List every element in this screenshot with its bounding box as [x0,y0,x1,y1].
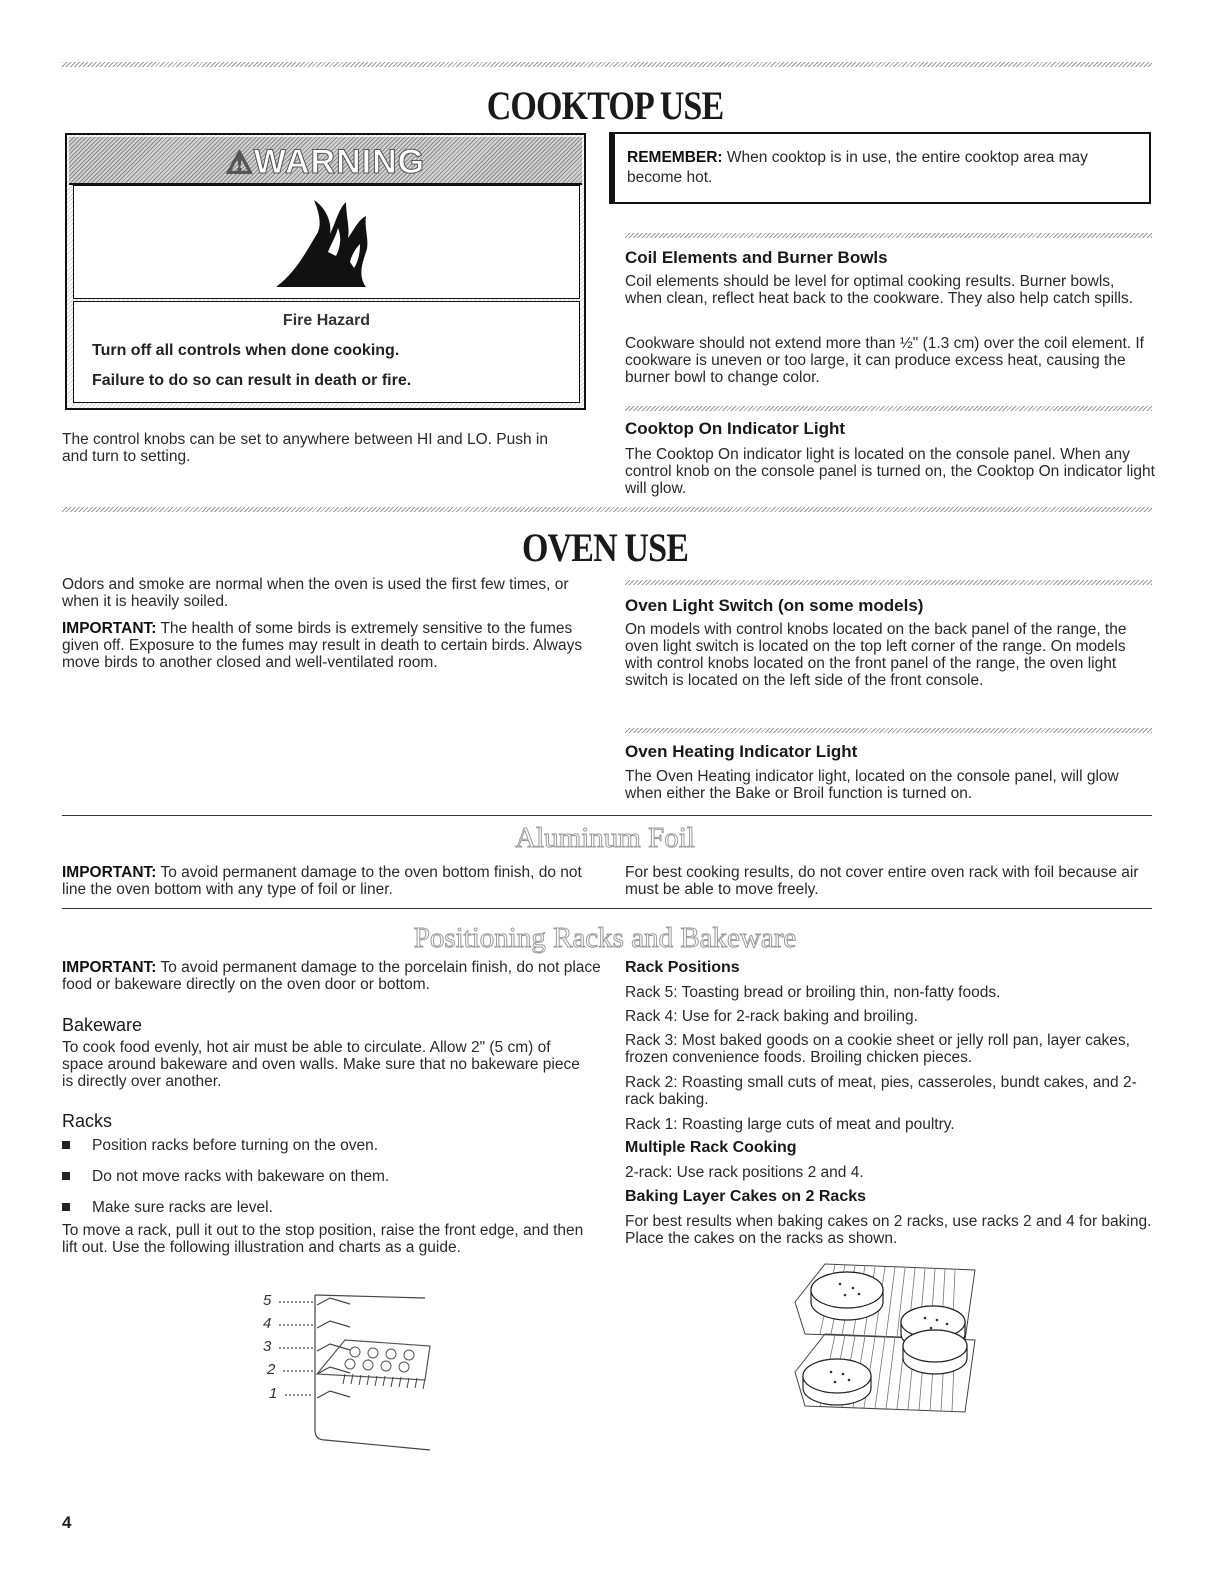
layer-cakes-heading: Baking Layer Cakes on 2 Racks [625,1188,867,1205]
layer-cakes-text: For best results when baking cakes on 2 racks, use racks 2 and 4 for baking. Place the cakes on the racks as shown. [625,1213,1152,1247]
warning-text-panel [73,301,580,403]
knobs-text: The control knobs can be set to anywhere between HI and LO. Push in and turn to setting. [62,431,548,465]
birds-important-label: IMPORTANT: [62,620,157,637]
rack-positions-heading: Rack Positions [625,959,740,976]
rack-label-2: 2 [267,1361,276,1378]
cooktop-title: COOKTOP USE [486,83,724,128]
rack-position-1: Rack 1: Roasting large cuts of meat and poultry. [625,1116,955,1133]
remember-text: When cooktop is in use, the entire cooktop area may become hot. [627,149,1088,186]
warning-box [65,133,586,410]
bullet-square-icon [62,1172,70,1180]
rack-position-5: Rack 5: Toasting bread or broiling thin, non-fatty foods. [625,984,1001,1001]
rack-position-3: Rack 3: Most baked goods on a cookie sheet or jelly roll pan, layer cakes, frozen convenience foods. Broiling chicken pieces. [625,1032,1130,1066]
fire-icon [266,192,386,292]
foil-right-text: For best cooking results, do not cover entire oven rack with foil because air must be able to move freely. [625,864,1139,898]
racks-important [62,959,602,993]
cakes-on-racks-illustration [785,1262,985,1422]
light-switch-text: On models with control knobs located on the back panel of the range, the oven light switch is located on the top left corner of the range. On models with control knobs located on the front panel of the range, the oven light switch is located on the left side of the front console. [625,621,1127,689]
racks-title: Positioning Racks and Bakeware [413,922,797,954]
cooktop-indicator-text: The Cooktop On indicator light is located on the console panel. When any control knob on the console panel is turned on, the Cooktop On indicator light will glow. [625,446,1155,497]
indicator-divider [625,406,1152,411]
light-switch-heading: Oven Light Switch (on some models) [625,596,924,615]
heating-heading: Oven Heating Indicator Light [625,742,858,761]
warning-label: WARNING [253,143,426,181]
multiple-rack-text: 2-rack: Use rack positions 2 and 4. [625,1164,864,1181]
racks-important-label: IMPORTANT: [62,959,157,976]
racks-heading: Racks [62,1111,113,1131]
oven-title: OVEN USE [521,525,689,570]
list-item: Make sure racks are level. [62,1199,592,1216]
coil-paragraph-2: Cookware should not extend more than ½" (1.3 cm) over the coil element. If cookware is uneven or too large, it can produce excess heat, causing the burner bowl to change color. [625,335,1144,386]
foil-title: Aluminum Foil [515,822,695,854]
warning-line-2: Failure to do so can result in death or fire. [92,372,412,389]
oven-divider [62,507,1152,512]
rack-illustration [255,1290,435,1455]
warning-line-1: Turn off all controls when done cooking. [92,342,400,359]
heating-divider [625,728,1152,733]
foil-important-text: To avoid permanent damage to the oven bottom finish, do not line the oven bottom with any type of foil or liner. [62,864,582,898]
rack-label-5: 5 [263,1292,272,1309]
birds-text [62,620,592,671]
light-switch-divider [625,580,1152,585]
coil-heading: Coil Elements and Burner Bowls [625,248,888,267]
remember-label: REMEMBER: [627,149,723,166]
bakeware-heading: Bakeware [62,1015,143,1035]
move-rack-text: To move a rack, pull it out to the stop position, raise the front edge, and then lift out. Use the following illustration and charts as a guide. [62,1222,584,1256]
remember-box [609,132,1151,204]
bakeware-text: To cook food evenly, hot air must be able to circulate. Allow 2" (5 cm) of space around bakeware and oven walls. Make sure that no bakeware piece is directly over another. [62,1039,580,1090]
birds-important-text: The health of some birds is extremely sensitive to the fumes given off. Exposure to the fumes may result in death to certain birds. Always move birds to another closed and well-ventilated room. [62,620,583,671]
foil-important-label: IMPORTANT: [62,864,157,881]
racks-important-text: To avoid permanent damage to the porcelain finish, do not place food or bakeware directly on the oven door or bottom. [62,959,601,993]
odors-text: Odors and smoke are normal when the oven is used the first few times, or when it is heavily soiled. [62,576,569,610]
warning-triangle-icon: ⚠ [225,147,254,180]
heating-text: The Oven Heating indicator light, located on the console panel, will glow when either the Bake or Broil function is turned on. [625,768,1119,802]
list-item: Do not move racks with bakeware on them. [62,1168,592,1185]
foil-rule-top [62,815,1152,816]
oven-rack-drawing [255,1290,435,1455]
rack-label-3: 3 [263,1338,272,1355]
list-item: Position racks before turning on the oven. [62,1137,592,1154]
coil-divider [625,233,1152,238]
foil-rule-bottom [62,908,1152,909]
foil-left-text [62,864,592,898]
racks-bullet-list [62,1137,592,1230]
warning-hazard: Fire Hazard [282,312,371,329]
rack-label-1: 1 [269,1385,278,1402]
cooktop-indicator-heading: Cooktop On Indicator Light [625,419,846,438]
warning-banner [69,137,582,185]
bullet-square-icon [62,1203,70,1211]
rack-label-4: 4 [263,1315,272,1332]
bullet-square-icon [62,1141,70,1149]
rack-position-2: Rack 2: Roasting small cuts of meat, pies, casseroles, bundt cakes, and 2-rack baking. [625,1074,1137,1108]
page-number: 4 [62,1513,72,1532]
coil-paragraph-1: Coil elements should be level for optimal cooking results. Burner bowls, when clean, reflect heat back to the cookware. They also help catch spills. [625,273,1134,307]
rack-position-4: Rack 4: Use for 2-rack baking and broiling. [625,1008,918,1025]
warning-symbol-panel [73,185,580,299]
top-divider [62,62,1152,67]
warning-title [69,143,582,182]
multiple-rack-heading: Multiple Rack Cooking [625,1139,797,1156]
